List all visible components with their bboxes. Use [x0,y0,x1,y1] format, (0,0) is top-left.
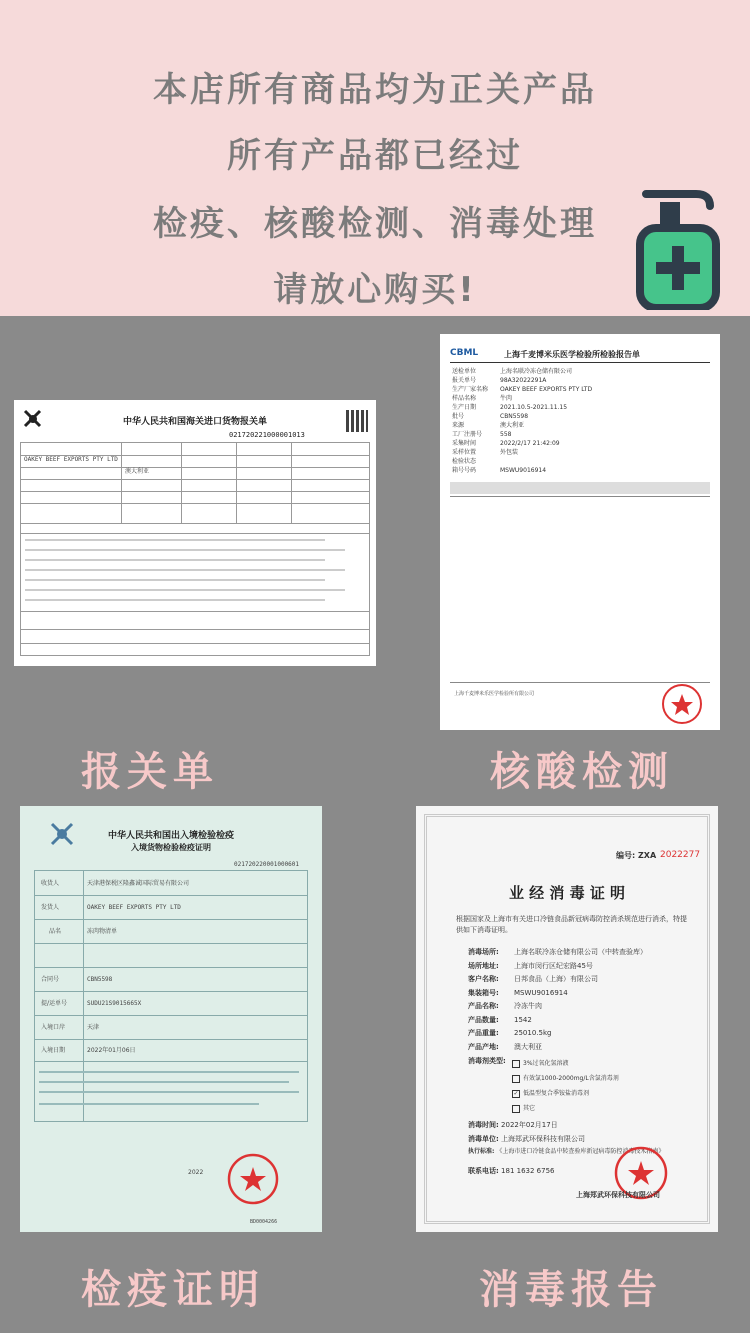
nucleic-field-label: 检验状态 [452,458,477,465]
cbml-logo: CBML [450,348,479,358]
banner-line-3: 检疫、核酸检测、消毒处理 [153,204,597,244]
disinfection-field-row [468,1014,698,1028]
disinfectant-option-label: 其它 [523,1105,536,1112]
quarantine-date: 2022 [188,1169,204,1176]
disinfection-title: 业 经 消 毒 证 明 [508,884,626,902]
checkbox-icon [512,1105,520,1113]
disinfection-caption: 消毒报告 [479,1267,663,1313]
entry-date-label: 入境日期 [41,1047,66,1054]
contract-label: 合同号 [41,976,60,983]
entry-port-value: 天津 [87,1024,100,1031]
quarantine-stamp-icon [226,1152,280,1206]
disinfectant-type-label: 消毒剂类型: [468,1057,506,1065]
disinfection-field-row [468,1041,698,1055]
customs-caption: 报关单 [81,749,219,795]
disinfection-unit: 上海郑武环保科技有限公司 [501,1135,586,1143]
consignor-label: 发货人 [41,904,60,911]
top-banner [0,0,750,316]
nucleic-field-label: 样品名称 [452,395,477,402]
nucleic-field-label: 报关单号 [452,377,477,384]
disinfection-number-label: 编号: ZXA [616,851,657,860]
banner-line-2: 所有产品都已经过 [227,136,523,176]
nucleic-field-row [452,385,702,394]
disinfection-date-label: 消毒时间: [468,1121,499,1129]
customs-declaration-image [14,400,376,666]
nucleic-field-row [452,403,702,412]
name-label: 品名 [49,928,62,935]
disinfection-field-row [468,987,698,1001]
nucleic-field-label: 批号 [452,413,465,420]
customs-table [20,442,370,656]
customs-origin: 澳大利亚 [125,468,150,475]
banner-line-4: 请放心购买! [273,270,477,310]
nucleic-title: 上海千麦博米乐医学检验所检验报告单 [504,350,640,359]
nucleic-field-label: 采样位置 [452,449,477,456]
disinfection-field-label: 集装箱号: [468,988,499,997]
customs-company: OAKEY BEEF EXPORTS PTY LTD [24,456,118,463]
nucleic-caption: 核酸检测 [490,749,674,795]
quarantine-table [34,870,308,1122]
nucleic-field-value: CBN5598 [500,413,529,420]
disinfection-standard: 《上海市进口冷链食品中转查验库新冠病毒防控消毒技术指南》 [496,1148,665,1155]
nucleic-result-header [450,482,710,494]
nucleic-field-label: 来源 [452,422,465,429]
contract-value: CBN5598 [87,976,113,983]
quarantine-title-2: 入境货物检验检疫证明 [131,843,211,852]
disinfection-field-value: 上海市闵行区纪宏路45号 [514,961,593,970]
disinfection-field-row [468,960,698,974]
checkbox-icon: ✓ [513,1089,519,1097]
nucleic-field-row [452,421,702,430]
disinfection-field-label: 场所地址: [468,961,499,970]
disinfectant-option-label: 有效氯1000-2000mg/L含氯消毒剂 [523,1075,619,1082]
name-value: 冻肉物清单 [87,928,118,935]
disinfectant-option [512,1056,692,1071]
customs-qr-icon [346,410,368,432]
disinfection-field-value: 1542 [514,1015,532,1024]
nucleic-field-label: 送检单位 [452,368,477,375]
nucleic-field-value: 牛肉 [500,395,513,402]
banner-line-1: 本店所有商品均为正关产品 [153,70,597,110]
disinfection-signature: 上海郑武环保科技有限公司 [576,1191,660,1199]
nucleic-field-value: 上海名联冷冻仓储有限公司 [500,368,573,375]
checkbox-icon [512,1060,520,1068]
nucleic-stamp-icon [660,682,704,726]
nucleic-field-label: 生产厂家名称 [452,386,489,393]
nucleic-field-value: OAKEY BEEF EXPORTS PTY LTD [500,386,593,393]
nucleic-field-label: 生产日期 [452,404,477,411]
nucleic-stamp-label: 上海千麦博米乐医学检验所有限公司 [454,691,535,697]
nucleic-field-row [452,394,702,403]
disinfection-field-label: 消毒场所: [468,948,499,956]
disinfection-unit-label: 消毒单位: [468,1135,499,1143]
checkbox-icon [512,1075,520,1083]
disinfection-date: 2022年02月17日 [501,1121,558,1129]
disinfection-intro: 根据国家及上海市有关进口冷链食品新冠病毒防控消杀规范进行消杀，特提供如下消毒证明。 [456,915,687,934]
customs-number: 021720221000001013 [229,431,305,439]
hand-sanitizer-icon [636,188,720,310]
nucleic-field-value: MSWU9016914 [500,467,547,474]
disinfection-fields [468,946,698,1054]
disinfectant-option [512,1071,692,1086]
disinfectant-option [512,1101,692,1116]
nucleic-field-row [452,376,702,385]
nucleic-field-label: 工厂注册号 [452,431,483,438]
nucleic-field-value: 558 [500,431,512,438]
quarantine-number: 021720220001000601 [234,861,300,868]
nucleic-fields [452,367,702,475]
disinfectant-option-label: 低温型复合季铵盐消毒剂 [523,1090,590,1097]
disinfection-field-value: 25010.5kg [514,1029,552,1037]
bl-label: 提/运单号 [41,1000,68,1007]
disinfection-cert-image [416,806,718,1232]
nucleic-field-row [452,430,702,439]
nucleic-field-row [452,367,702,376]
disinfection-field-label: 产品数量: [468,1015,499,1024]
nucleic-field-value: 外包装 [500,449,519,456]
nucleic-report-image [440,334,720,730]
disinfection-field-row [468,946,698,960]
nucleic-field-value: 2021.10.5-2021.11.15 [500,404,568,411]
nucleic-field-value: 澳大利亚 [500,422,525,429]
disinfection-field-row [468,1000,698,1014]
disinfection-number: 2022277 [660,850,701,860]
quarantine-cert-image [20,806,322,1232]
nucleic-field-row [452,448,702,457]
bl-value: SUDU21S9015665X [87,1000,142,1007]
disinfection-field-row [468,973,698,987]
customs-title: 中华人民共和国海关进口货物报关单 [122,417,267,427]
disinfection-field-value: 冷冻牛肉 [514,1002,542,1010]
nucleic-field-row [452,457,702,466]
disinfection-field-label: 产品名称: [468,1002,499,1010]
disinfectant-option [512,1086,692,1101]
disinfection-phone: 181 1632 6756 [501,1167,555,1175]
disinfection-field-row [468,1027,698,1041]
nucleic-field-label: 箱号号码 [452,467,477,474]
nucleic-field-row [452,439,702,448]
quarantine-footer: BD0004266 [250,1219,278,1225]
disinfection-field-value: MSWU9016914 [514,988,568,997]
disinfection-standard-label: 执行标准: [468,1148,495,1155]
disinfection-field-label: 产品产地: [468,1042,499,1051]
nucleic-field-row [452,412,702,421]
disinfection-phone-label: 联系电话: [468,1167,499,1175]
entry-date-value: 2022年01月06日 [87,1047,136,1054]
disinfection-field-label: 客户名称: [468,975,499,983]
disinfection-field-value: 日邦食品（上海）有限公司 [514,975,598,983]
nucleic-field-row [452,466,702,475]
entry-port-label: 入境口岸 [41,1024,66,1031]
disinfection-field-value: 上海名联冷冻仓储有限公司（中转查验库） [514,948,647,956]
nucleic-field-value: 2022/2/17 21:42:09 [500,440,560,447]
quarantine-title-1: 中华人民共和国出入境检验检疫 [107,831,234,841]
nucleic-field-label: 采集时间 [452,440,477,447]
consignee-label: 收货人 [41,880,60,887]
quarantine-caption: 检疫证明 [81,1267,265,1313]
disinfectant-methods [512,1056,692,1116]
consignor-value: OAKEY BEEF EXPORTS PTY LTD [87,904,181,911]
disinfectant-option-label: 3%过氧化氢溶液 [523,1060,569,1067]
disinfection-field-value: 澳大利亚 [514,1042,542,1051]
consignee-value: 天津港保税区隆鑫诚国际贸易有限公司 [87,880,190,887]
nucleic-field-value: 98A32022291A [500,377,547,384]
disinfection-field-label: 产品重量: [468,1029,499,1037]
